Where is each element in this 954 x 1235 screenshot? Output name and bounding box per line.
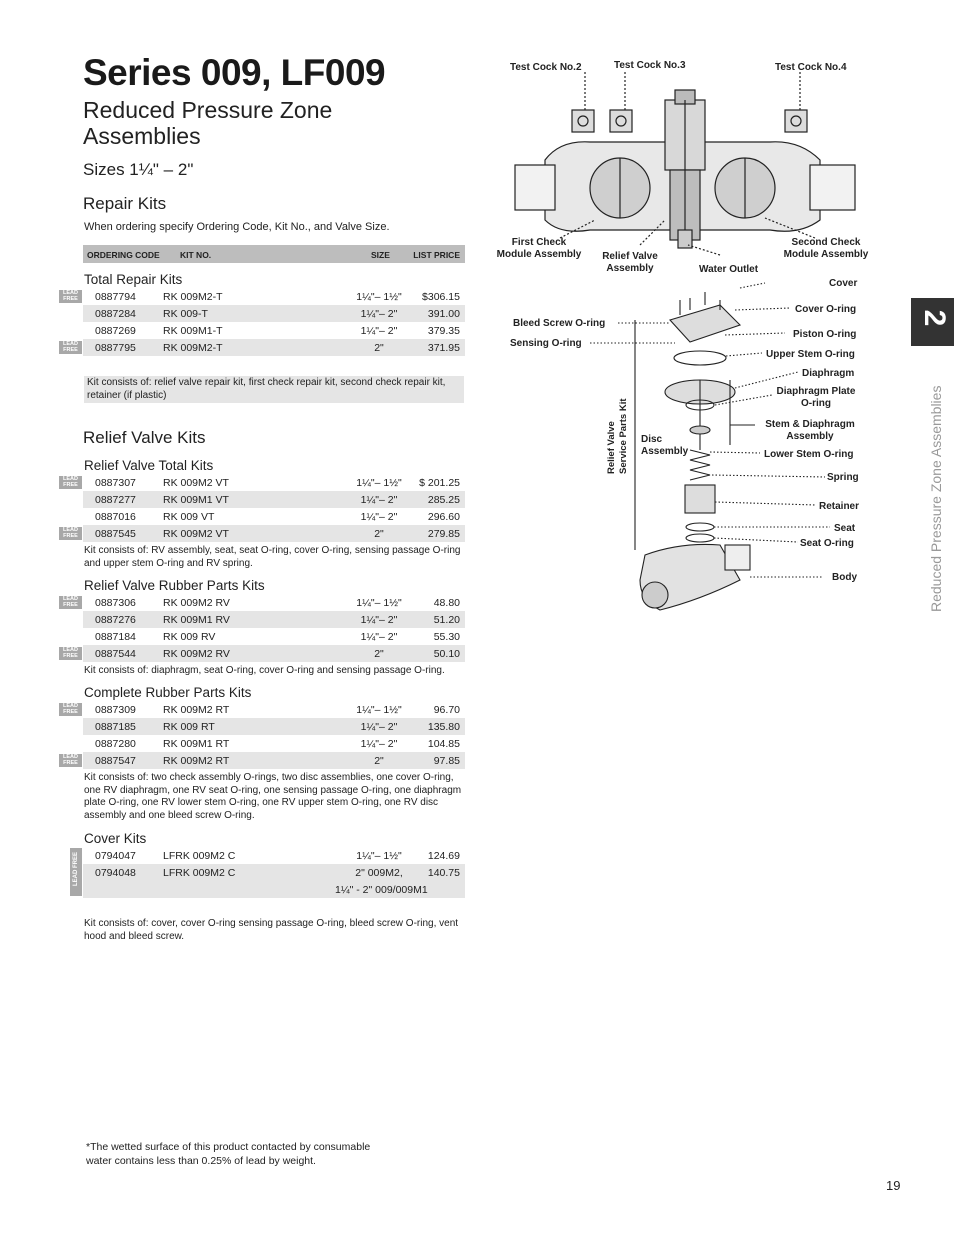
lead-free-badge: LEAD FREE [59, 476, 82, 489]
kit-no-cell: RK 009M2 VT [163, 528, 229, 540]
list-price-cell: 371.95 [427, 342, 460, 354]
kit-no-cell: RK 009M2 RT [163, 704, 230, 716]
label-lower-stem-oring: Lower Stem O-ring [764, 449, 854, 460]
col-kit-no: KIT NO. [180, 250, 212, 260]
list-price-cell: 51.20 [433, 614, 460, 626]
kit-no-cell: RK 009M2-T [163, 342, 223, 354]
complete-rubber-kit-note: Kit consists of: two check assembly O-rings, two disc assemblies, one cover O-ring, one RV diaphragm, one RV seat O-ring, one sensing passage O-ring, one diaphragm plate O-ring, one RV lower stem O-ring, one RV upper stem O-ring, one RV disc assembly and one bleed screw O-ring. [84, 772, 462, 821]
kit-no-cell: RK 009-T [163, 308, 208, 320]
complete-rubber-heading: Complete Rubber Parts Kits [84, 685, 252, 700]
size-cell: 2" [374, 528, 384, 540]
kit-no-cell: RK 009M1 RV [163, 614, 230, 626]
size-cell: 1¼"– 1½" [356, 291, 402, 303]
ordering-code-cell: 0887547 [95, 755, 136, 767]
label-bleed-screw-oring: Bleed Screw O-ring [513, 318, 606, 329]
table-row [83, 491, 465, 508]
table-row [83, 718, 465, 735]
size-cell: 1¼"– 1½" [356, 704, 402, 716]
table-row [83, 864, 465, 881]
ordering-code-cell: 0887307 [95, 477, 136, 489]
label-upper-stem-oring: Upper Stem O-ring [766, 349, 855, 360]
relief-valve-kits-heading: Relief Valve Kits [83, 428, 206, 447]
ordering-note: When ordering specify Ordering Code, Kit No., and Valve Size. [84, 221, 390, 233]
list-price-cell: 379.35 [427, 325, 460, 337]
size-cell: 1¼"– 2" [360, 738, 398, 750]
lead-free-badge: LEAD FREE [59, 596, 82, 609]
ordering-code-cell: 0887284 [95, 308, 136, 320]
cover-kits-heading: Cover Kits [84, 831, 147, 846]
total-repair-kit-note: Kit consists of: relief valve repair kit, first check repair kit, second check repair kit, retainer (if plastic) [84, 376, 464, 403]
table-row [83, 628, 465, 645]
label-seat-oring: Seat O-ring [800, 538, 854, 549]
label-service-parts-kit: Relief Valve Service Parts Kit [606, 398, 629, 474]
ordering-code-cell: 0887185 [95, 721, 136, 733]
ordering-code-cell: 0887280 [95, 738, 136, 750]
kit-no-cell: RK 009M2 RV [163, 648, 230, 660]
ordering-code-cell: 0887306 [95, 597, 136, 609]
relief-rubber-kit-note: Kit consists of: diaphragm, seat O-ring, cover O-ring and sensing passage O-ring. [84, 665, 445, 676]
table-header [83, 245, 465, 263]
size-cell: 2" [374, 648, 384, 660]
total-repair-heading: Total Repair Kits [84, 272, 183, 287]
label-first-check: First Check Module Assembly [496, 237, 582, 260]
ordering-code-cell: 0794048 [95, 867, 136, 879]
label-relief-valve-assembly: Relief Valve Assembly [602, 251, 658, 274]
table-row [63, 339, 465, 356]
label-test-cock-3: Test Cock No.3 [614, 60, 686, 71]
label-cover-oring: Cover O-ring [795, 304, 857, 315]
lead-free-badge: LEAD FREE [59, 527, 82, 540]
list-price-cell: $306.15 [422, 291, 460, 303]
kit-no-cell: RK 009M2 VT [163, 477, 229, 489]
kit-no-cell: RK 009 RV [163, 631, 216, 643]
size-cell: 2" [374, 755, 384, 767]
label-cover: Cover [829, 278, 858, 289]
table-row [83, 305, 465, 322]
ordering-code-cell: 0887016 [95, 511, 136, 523]
col-ordering-code: ORDERING CODE [87, 250, 160, 260]
list-price-cell: 140.75 [427, 867, 460, 879]
table-row [83, 847, 465, 864]
label-retainer: Retainer [819, 501, 860, 512]
lead-free-badge: LEAD FREE [59, 703, 82, 716]
table-row [83, 735, 465, 752]
repair-kits-heading: Repair Kits [83, 194, 167, 213]
kit-no-cell: RK 009M1 RT [163, 738, 230, 750]
kit-no-cell: RK 009M2 RT [163, 755, 230, 767]
kit-no-cell: RK 009 VT [163, 511, 215, 523]
col-list-price: LIST PRICE [413, 250, 460, 260]
label-second-check: Second Check Module Assembly [783, 237, 869, 260]
kit-no-cell: LFRK 009M2 C [163, 867, 236, 879]
label-body: Body [832, 572, 857, 583]
label-test-cock-2: Test Cock No.2 [510, 62, 582, 73]
table-row [83, 611, 465, 628]
list-price-cell: 55.30 [433, 631, 460, 643]
list-price-cell: 124.69 [427, 850, 460, 862]
label-water-outlet: Water Outlet [699, 264, 759, 275]
table-row [83, 322, 465, 339]
size-cell: 1¼"– 2" [360, 325, 398, 337]
table-row [63, 525, 465, 542]
list-price-cell: 97.85 [433, 755, 460, 767]
lead-free-vertical-badge: LEAD FREE [70, 848, 82, 896]
ordering-code-cell: 0887795 [95, 342, 136, 354]
table-row [63, 594, 465, 611]
cover-kit-note: Kit consists of: cover, cover O-ring sensing passage O-ring, bleed screw O-ring, vent hood and bleed screw. [84, 918, 459, 942]
label-spring: Spring [827, 472, 859, 483]
table-row [63, 645, 465, 662]
lead-footnote: *The wetted surface of this product contacted by consumable water contains less than 0.25% of lead by weight. [86, 1141, 371, 1167]
ordering-code-cell: 0887544 [95, 648, 136, 660]
section-side-text: Reduced Pressure Zone Assemblies [928, 385, 944, 612]
size-cell: 1¼"– 1½" [356, 597, 402, 609]
page-title: Series 009, LF009 [83, 52, 386, 93]
table-row [83, 508, 465, 525]
lead-free-badge: LEAD FREE [59, 290, 82, 303]
list-price-cell: 279.85 [427, 528, 460, 540]
kit-no-cell: RK 009M1 VT [163, 494, 229, 506]
label-piston-oring: Piston O-ring [793, 329, 857, 340]
label-test-cock-4: Test Cock No.4 [775, 62, 847, 73]
cover-size-extra-row: 1¼" - 2" 009/009M1 [83, 881, 465, 898]
list-price-cell: 285.25 [427, 494, 460, 506]
table-row [63, 474, 465, 491]
ordering-code-cell: 0794047 [95, 850, 136, 862]
size-cell: 1¼"– 2" [360, 308, 398, 320]
size-cell: 1¼"– 2" [360, 631, 398, 643]
size-cell: 1¼"– 2" [360, 511, 398, 523]
list-price-cell: 50.10 [433, 648, 460, 660]
page-number: 19 [886, 1178, 901, 1193]
label-seat: Seat [834, 523, 856, 534]
list-price-cell: 296.60 [427, 511, 460, 523]
list-price-cell: 96.70 [433, 704, 460, 716]
label-stem-diaphragm-assembly: Stem & Diaphragm Assembly [765, 419, 855, 442]
ordering-code-cell: 0887794 [95, 291, 136, 303]
page-subtitle: Reduced Pressure Zone Assemblies [83, 97, 333, 149]
ordering-code-cell: 0887184 [95, 631, 136, 643]
size-cell: 1¼"– 1½" [356, 477, 402, 489]
relief-total-kit-note: Kit consists of: RV assembly, seat, seat O-ring, cover O-ring, sensing passage O-ring and upper stem O-ring and RV spring. [84, 545, 461, 569]
table-row [63, 752, 465, 769]
col-size: SIZE [371, 250, 390, 260]
relief-rubber-heading: Relief Valve Rubber Parts Kits [84, 578, 265, 593]
label-sensing-oring: Sensing O-ring [510, 338, 582, 349]
kit-no-cell: RK 009M2-T [163, 291, 223, 303]
size-cell: 1¼"– 2" [360, 614, 398, 626]
label-diaphragm: Diaphragm [802, 368, 855, 379]
section-tab: 2 [911, 298, 954, 346]
size-cell: 1¼"– 1½" [356, 850, 402, 862]
sizes-label: Sizes 1¼" – 2" [83, 160, 194, 179]
kit-no-cell: RK 009M1-T [163, 325, 223, 337]
label-diaphragm-plate-oring: Diaphragm Plate O-ring [776, 386, 856, 409]
lead-free-badge: LEAD FREE [59, 754, 82, 767]
kit-no-cell: LFRK 009M2 C [163, 850, 236, 862]
size-cell: 2" 009M2, [355, 867, 403, 879]
kit-no-cell: RK 009 RT [163, 721, 215, 733]
list-price-cell: 135.80 [427, 721, 460, 733]
list-price-cell: 104.85 [427, 738, 460, 750]
table-row [63, 701, 465, 718]
lead-free-badge: LEAD FREE [59, 341, 82, 354]
size-cell: 1¼"– 2" [360, 494, 398, 506]
size-cell: 1¼"– 2" [360, 721, 398, 733]
lead-free-badge: LEAD FREE [59, 647, 82, 660]
relief-total-heading: Relief Valve Total Kits [84, 458, 214, 473]
ordering-code-cell: 0887276 [95, 614, 136, 626]
ordering-code-cell: 0887545 [95, 528, 136, 540]
ordering-code-cell: 0887277 [95, 494, 136, 506]
table-row [63, 288, 465, 305]
list-price-cell: 48.80 [433, 597, 460, 609]
list-price-cell: $ 201.25 [419, 477, 460, 489]
size-cell: 2" [374, 342, 384, 354]
ordering-code-cell: 0887309 [95, 704, 136, 716]
kit-no-cell: RK 009M2 RV [163, 597, 230, 609]
list-price-cell: 391.00 [427, 308, 460, 320]
ordering-code-cell: 0887269 [95, 325, 136, 337]
label-disc-assembly: Disc Assembly [641, 434, 689, 457]
